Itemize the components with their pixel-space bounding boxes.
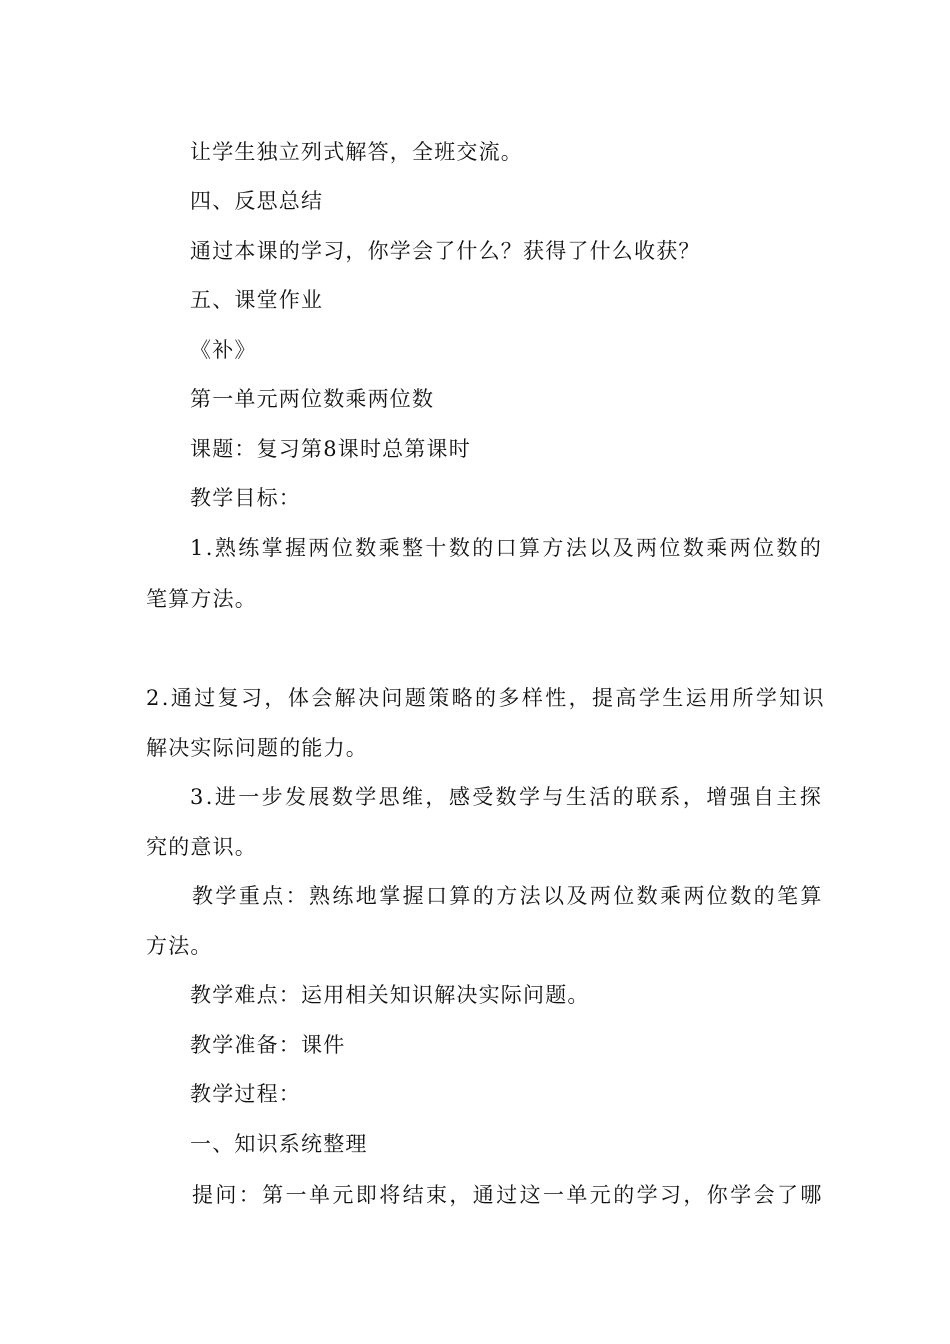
paragraph-line: 教学准备：课件 [190, 1033, 346, 1057]
paragraph-line: 究的意识。 [146, 835, 257, 859]
section-heading: 一、知识系统整理 [190, 1132, 368, 1156]
paragraph-line: 教学重点：熟练地掌握口算的方法以及两位数乘两位数的笔算 [192, 884, 824, 908]
paragraph-line: 笔算方法。 [146, 587, 257, 611]
section-label: 教学过程： [190, 1082, 301, 1106]
unit-title: 第一单元两位数乘两位数 [190, 387, 435, 411]
paragraph-line: 《补》 [190, 338, 257, 362]
paragraph-line: 教学难点：运用相关知识解决实际问题。 [190, 983, 590, 1007]
section-heading: 五、课堂作业 [190, 288, 324, 312]
paragraph-line: 解决实际问题的能力。 [146, 736, 368, 760]
section-heading: 四、反思总结 [190, 189, 324, 213]
lesson-title: 课题：复习第8课时总第课时 [190, 437, 471, 461]
paragraph-line: 1.熟练掌握两位数乘整十数的口算方法以及两位数乘两位数的 [190, 536, 824, 560]
paragraph-line: 2.通过复习，体会解决问题策略的多样性，提高学生运用所学知识 [146, 686, 827, 710]
paragraph-line: 提问：第一单元即将结束，通过这一单元的学习，你学会了哪 [192, 1183, 824, 1207]
paragraph-line: 3.进一步发展数学思维，感受数学与生活的联系，增强自主探 [190, 785, 824, 809]
paragraph-line: 让学生独立列式解答，全班交流。 [190, 140, 523, 164]
paragraph-line: 通过本课的学习，你学会了什么？获得了什么收获？ [190, 239, 701, 263]
paragraph-line: 方法。 [146, 934, 213, 958]
section-label: 教学目标： [190, 486, 301, 510]
